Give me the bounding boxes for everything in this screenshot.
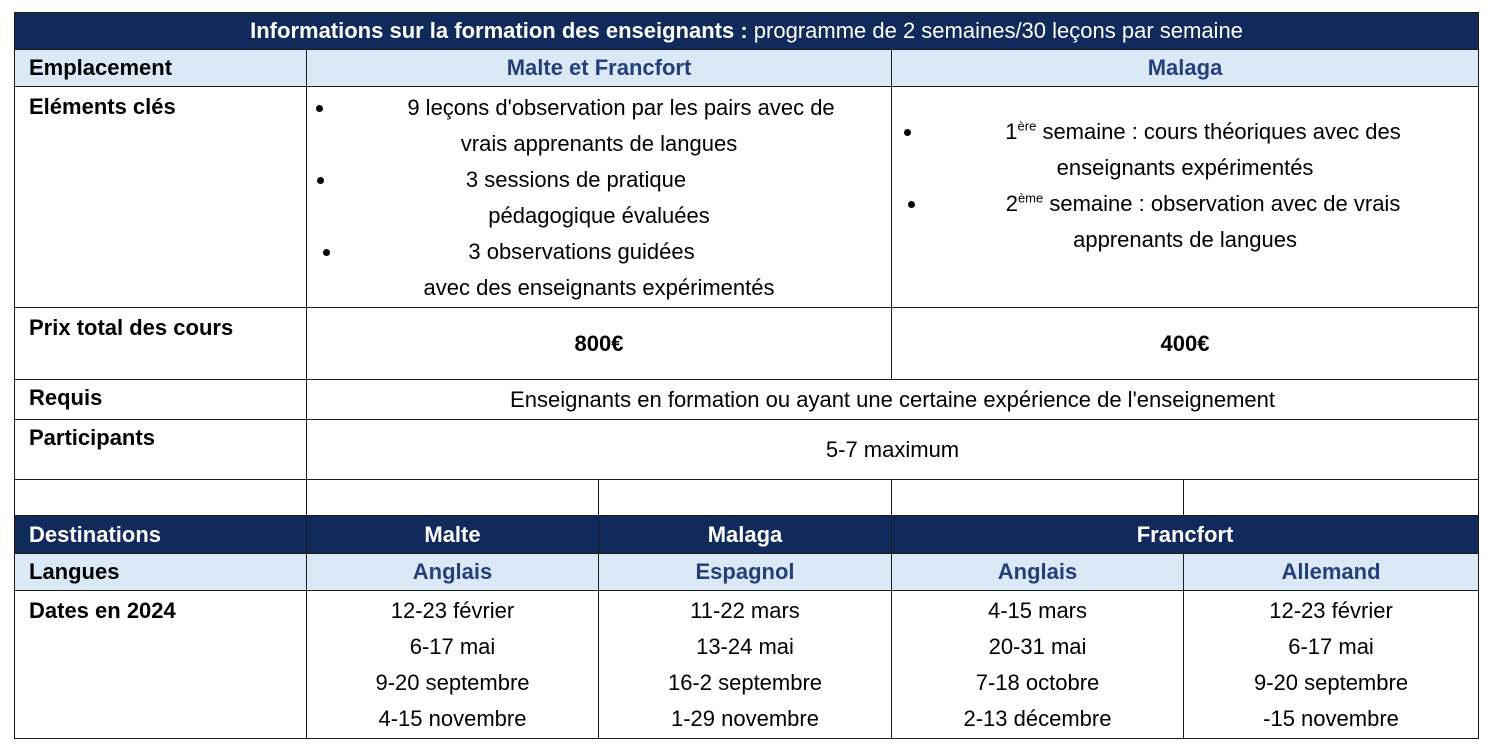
date-item: 6-17 mai — [1288, 634, 1374, 659]
table-title — [15, 13, 1479, 50]
destination-malaga: Malaga — [599, 516, 892, 554]
destinations-row — [15, 516, 1479, 554]
list-item: 3 observations guidées — [307, 234, 891, 270]
requis-label: Requis — [15, 380, 307, 420]
date-item: 7-18 octobre — [975, 670, 1100, 695]
emplacement-label: Emplacement — [15, 50, 307, 87]
requis-value: Enseignants en formation ou ayant une certaine expérience de l'enseignement — [307, 380, 1479, 420]
dates-col-malaga — [599, 591, 892, 739]
elements-col2-list — [892, 114, 1478, 258]
date-item: 4-15 novembre — [378, 706, 527, 731]
langue-cell: Espagnol — [599, 554, 892, 591]
bullet-icon — [317, 177, 324, 184]
date-item: 12-23 février — [1269, 598, 1393, 623]
langues-row — [15, 554, 1479, 591]
elements-row — [15, 87, 1479, 308]
list-item: enseignants expérimentés — [1056, 155, 1314, 180]
bullet-icon — [316, 105, 323, 112]
date-item: 6-17 mai — [409, 634, 496, 659]
date-item: 4-15 mars — [987, 598, 1088, 623]
date-item: -15 novembre — [1263, 706, 1399, 731]
spacer-cell — [892, 480, 1184, 516]
list-item: 2ème semaine : observation avec de vrais — [892, 186, 1478, 222]
list-item: avec des enseignants expérimentés — [423, 275, 775, 300]
date-item: 9-20 septembre — [1253, 670, 1409, 695]
destinations-label: Destinations — [15, 516, 307, 554]
bullet-icon — [323, 249, 330, 256]
list-item: 1ère semaine : cours théoriques avec des — [892, 114, 1478, 150]
training-info-table — [14, 12, 1479, 739]
date-item: 13-24 mai — [696, 634, 794, 659]
date-item: 2-13 décembre — [963, 706, 1112, 731]
title-row — [15, 13, 1479, 50]
emplacement-col1: Malte et Francfort — [307, 50, 892, 87]
spacer-row — [15, 480, 1479, 516]
spacer-cell — [1184, 480, 1479, 516]
langue-cell: Allemand — [1184, 554, 1479, 591]
dates-col-francfort-allemand — [1184, 591, 1479, 739]
emplacement-col2: Malaga — [892, 50, 1479, 87]
date-item: 1-29 novembre — [671, 706, 819, 731]
emplacement-row — [15, 50, 1479, 87]
list-item: vrais apprenants de langues — [460, 131, 738, 156]
destination-francfort: Francfort — [892, 516, 1479, 554]
list-item: pédagogique évaluées — [488, 203, 710, 228]
participants-label: Participants — [15, 420, 307, 480]
dates-label: Dates en 2024 — [15, 591, 307, 739]
elements-col1-list — [307, 90, 891, 306]
list-item: 9 leçons d'observation par les pairs avec de — [307, 90, 891, 126]
bullet-icon — [908, 201, 915, 208]
langues-label: Langues — [15, 554, 307, 591]
date-item: 20-31 mai — [988, 634, 1087, 659]
date-item: 12-23 février — [390, 598, 515, 623]
dates-col-francfort-anglais — [892, 591, 1184, 739]
elements-col2 — [892, 87, 1479, 308]
date-item: 9-20 septembre — [375, 670, 530, 695]
requis-row — [15, 380, 1479, 420]
elements-col1 — [307, 87, 892, 308]
langue-cell: Anglais — [307, 554, 599, 591]
prix-row — [15, 308, 1479, 380]
date-item: 16-2 septembre — [667, 670, 823, 695]
dates-row — [15, 591, 1479, 739]
bullet-icon — [904, 129, 911, 136]
participants-row — [15, 420, 1479, 480]
prix-label: Prix total des cours — [15, 308, 307, 380]
title-bold: Informations sur la formation des enseignants : — [250, 18, 748, 43]
spacer-cell — [307, 480, 599, 516]
dates-col-malte — [307, 591, 599, 739]
date-item: 11-22 mars — [690, 598, 800, 623]
prix-col2: 400€ — [892, 308, 1479, 380]
elements-label: Eléments clés — [15, 87, 307, 308]
prix-col1: 800€ — [307, 308, 892, 380]
destination-malte: Malte — [307, 516, 599, 554]
list-item: 3 sessions de pratique — [307, 162, 891, 198]
participants-value: 5-7 maximum — [307, 420, 1479, 480]
list-item: apprenants de langues — [1073, 227, 1297, 252]
spacer-cell — [599, 480, 892, 516]
title-normal: programme de 2 semaines/30 leçons par semaine — [747, 18, 1243, 43]
langue-cell: Anglais — [892, 554, 1184, 591]
spacer-cell — [15, 480, 307, 516]
